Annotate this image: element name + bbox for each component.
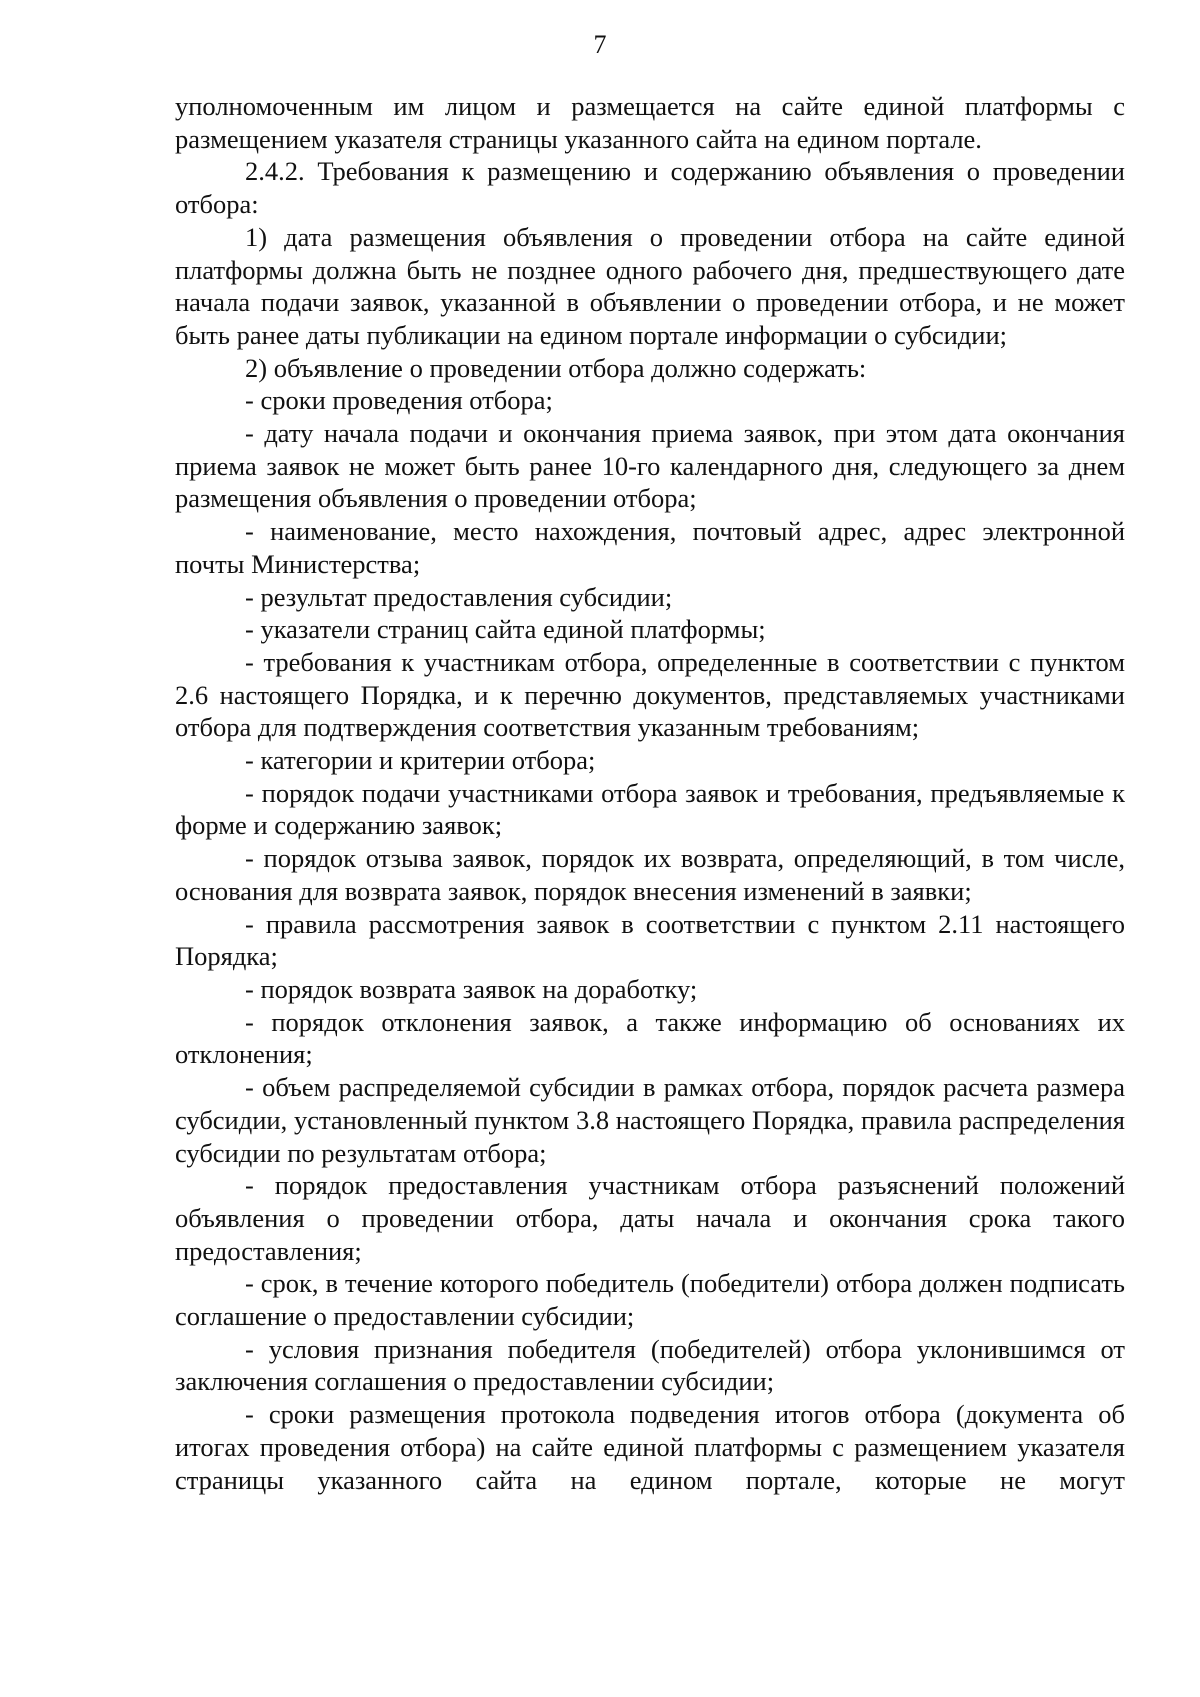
paragraph: - дату начала подачи и окончания приема заявок, при этом дата окончания приема заявок не может быть ранее 10-го календарного дня, следующего за днем размещения объявления о проведении отбора; xyxy=(175,418,1125,514)
paragraph: 2) объявление о проведении отбора должно содержать: xyxy=(245,352,867,383)
paragraph: - категории и критерии отбора; xyxy=(245,745,596,776)
paragraph: - порядок возврата заявок на доработку; xyxy=(245,973,698,1004)
paragraph: 1) дата размещения объявления о проведении отбора на сайте единой платформы должна быть не позднее одного рабочего дня, предшествующего дате начала подачи заявок, указанной в объявлении о проведении отбора, и не может быть ранее даты публикации на едином портале информации о субсидии; xyxy=(175,221,1125,350)
paragraph: - требования к участникам отбора, определенные в соответствии с пунктом 2.6 настоящего Порядка, и к перечню документов, представляемых участниками отбора для подтверждения соответствия указанным требованиям; xyxy=(175,646,1125,743)
paragraph: - порядок подачи участниками отбора заявок и требования, предъявляемые к форме и содержанию заявок; xyxy=(175,777,1125,841)
paragraph: 2.4.2. Требования к размещению и содержанию объявления о проведении отбора: xyxy=(175,156,1125,220)
paragraph: - наименование, место нахождения, почтовый адрес, адрес электронной почты Министерства; xyxy=(175,516,1125,579)
paragraph: - объем распределяемой субсидии в рамках отбора, порядок расчета размера субсидии, установленный пунктом 3.8 настоящего Порядка, правила распределения субсидии по результатам отбора; xyxy=(175,1072,1125,1168)
paragraph: - порядок отзыва заявок, порядок их возврата, определяющий, в том числе, основания для возврата заявок, порядок внесения изменений в заявки; xyxy=(175,843,1125,906)
paragraph: - правила рассмотрения заявок в соответствии с пунктом 2.11 настоящего Порядка; xyxy=(175,908,1125,972)
paragraph: - указатели страниц сайта единой платформы; xyxy=(245,614,766,645)
document-body xyxy=(175,90,1125,1496)
paragraph: - порядок отклонения заявок, а также информацию об основаниях их отклонения; xyxy=(175,1006,1125,1070)
page-number: 7 xyxy=(593,30,607,59)
paragraph: - условия признания победителя (победителей) отбора уклонившимся от заключения соглашения о предоставлении субсидии; xyxy=(175,1333,1125,1397)
paragraph: - сроки размещения протокола подведения итогов отбора (документа об итогах проведения отбора) на сайте единой платформы с размещением указателя страницы указанного сайта на едином портале, которые не могут xyxy=(175,1399,1125,1495)
paragraph: - срок, в течение которого победитель (победители) отбора должен подписать соглашение о предоставлении субсидии; xyxy=(175,1268,1125,1332)
paragraph: - порядок предоставления участникам отбора разъяснений положений объявления о проведении отбора, даты начала и окончания срока такого предоставления; xyxy=(175,1170,1125,1266)
paragraph: уполномоченным им лицом и размещается на сайте единой платформы с размещением указателя страницы указанного сайта на едином портале. xyxy=(175,91,1125,154)
paragraph: - сроки проведения отбора; xyxy=(245,385,553,416)
paragraph: - результат предоставления субсидии; xyxy=(245,581,673,612)
